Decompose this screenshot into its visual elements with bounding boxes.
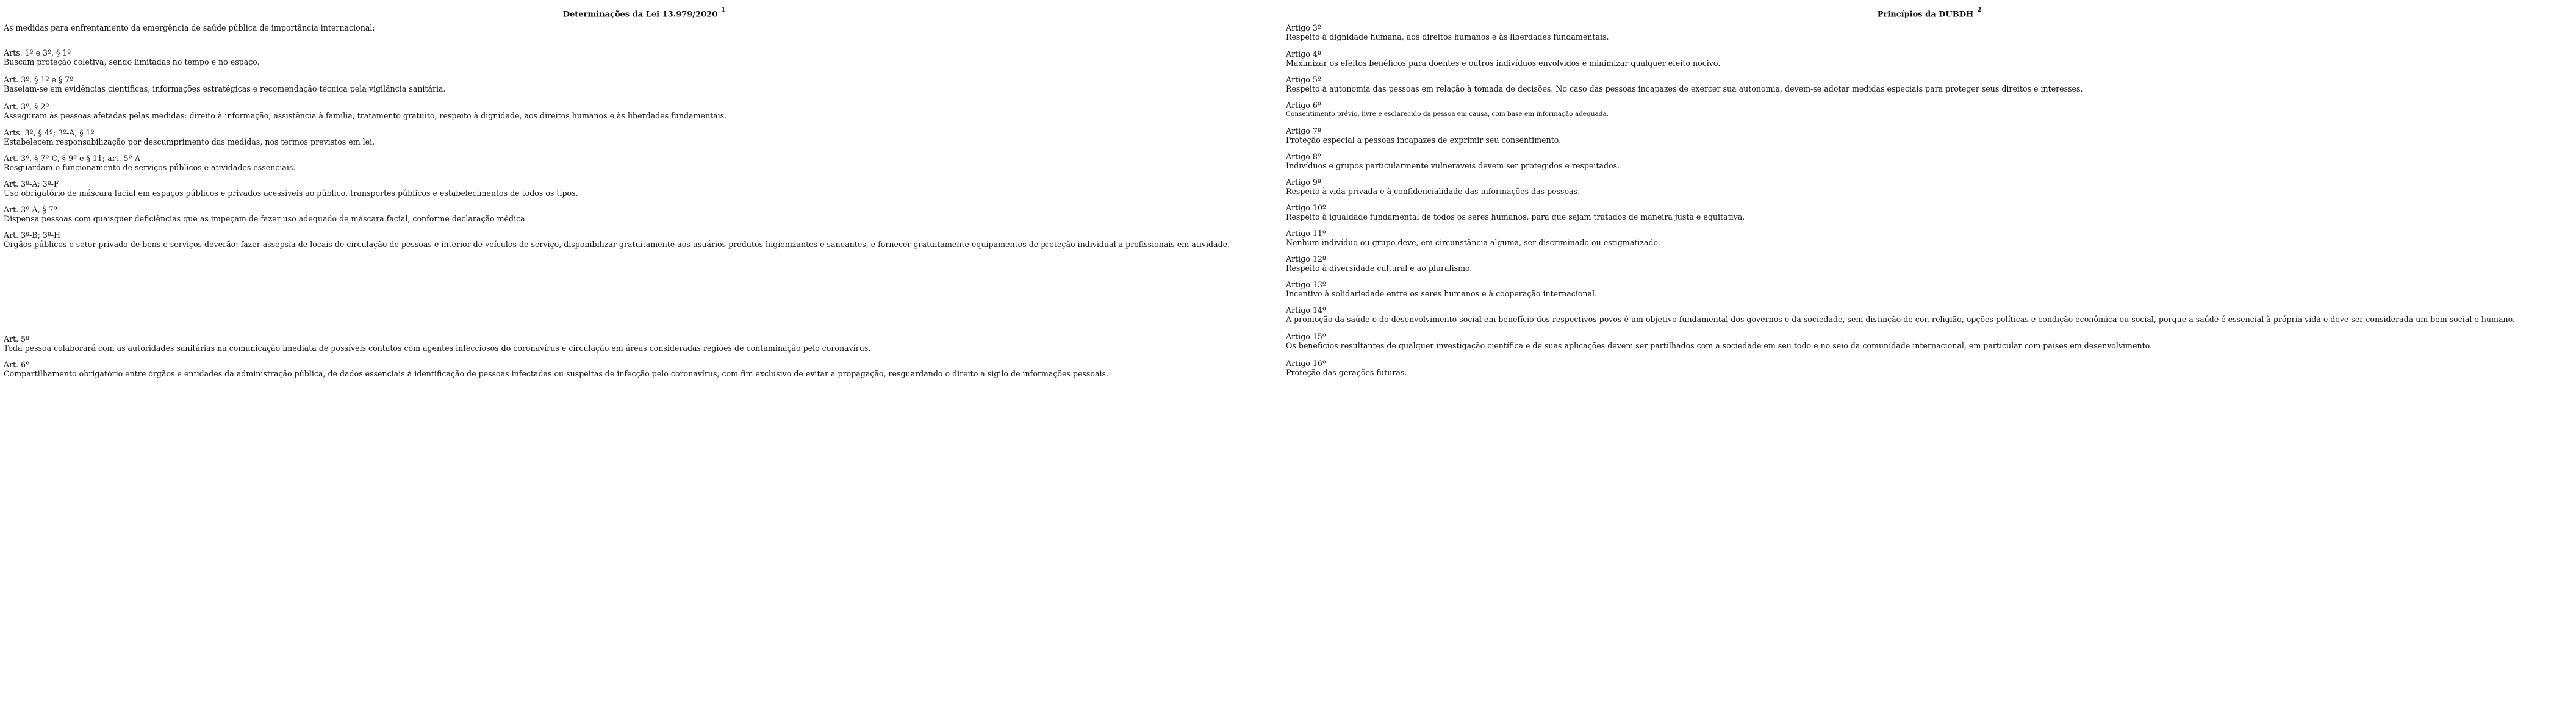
right-row: Artigo 6º Consentimento prévio, livre e esclarecido da pessoa em causa, com base em informação adequada. [1286,101,1609,118]
right-row: Artigo 4º Maximizar os efeitos benéficos para doentes e outros indivíduos envolvidos e minimizar qualquer efeito nocivo. [1286,49,1721,68]
right-row: Artigo 15º Os benefícios resultantes de qualquer investigação científica e de suas aplicações devem ser partilhados com a sociedade em seu todo e no seio da comunidade internacional, em particular com países em desenvolvimento. [1286,332,2152,350]
right-footnote-marker: 2 [1977,7,1982,13]
left-column-title: Determinações da Lei 13.979/2020 $^1$ [562,7,726,20]
left-row: Art. 3º, § 7º-C, § 9º e § 11; art. 5º-A Resguardam o funcionamento de serviços públicos e atividades essenciais. [4,154,296,172]
left-footnote-marker: 1 [721,7,726,13]
right-column [1286,6,2573,377]
left-intro: As medidas para enfrentamento da emergência de saúde pública de importância internacional: [4,23,375,32]
right-row: Artigo 9º Respeito à vida privada e à confidencialidade das informações das pessoas. [1286,178,1580,196]
left-row: Arts. 1º e 3º, § 1º Buscam proteção coletiva, sendo limitadas no tempo e no espaço. [4,48,260,66]
left-row: Art. 6º Compartilhamento obrigatório entre órgãos e entidades da administração pública, de dados essenciais à identificação de pessoas infectadas ou suspeitas de infecção pelo coronavírus, com fim exclusivo de evitar a propagação, resguardando o direito a sigilo de informações pessoais. [4,360,1108,378]
right-row: Artigo 16º Proteção das gerações futuras. [1286,359,1407,377]
left-row: Art. 3º-B; 3º-H Órgãos públicos e setor privado de bens e serviços deverão: fazer assepsia de locais de circulação de pessoas e interior de veículos de serviço, disponibilizar gratuitamente aos usuários produtos higienizantes e saneantes, e fornecer gratuitamente equipamentos de proteção individual a profissionais em atividade. [4,231,1230,249]
right-row: Artigo 12º Respeito à diversidade cultural e ao pluralismo. [1286,254,1473,273]
left-row: Art. 3º-A; 3º-F Uso obrigatório de máscara facial em espaços públicos e privados acessíveis ao público, transportes públicos e estabelecimentos de todos os tipos. [4,179,578,198]
right-row: Artigo 13º Incentivo à solidariedade entre os seres humanos e à cooperação internacional. [1286,280,1598,298]
right-row: Artigo 7º Proteção especial a pessoas incapazes de exprimir seu consentimento. [1286,126,1562,145]
left-row: Art. 5º Toda pessoa colaborará com as autoridades sanitárias na comunicação imediata de possíveis contatos com agentes infecciosos do coronavírus e circulação em áreas consideradas regiões de contaminação pelo coronavírus. [4,334,871,353]
right-row: Artigo 14º A promoção da saúde e do desenvolvimento social em benefício dos respectivos povos é um objetivo fundamental dos governos e da sociedade, sem distinção de cor, religião, opções políticas e condição econômica ou social, porque a saúde é essencial à própria vida e deve ser considerada um bem social e humano. [1286,306,2515,324]
left-column [4,6,1285,378]
left-row: Art. 3º, § 1º e § 7º Baseiam-se em evidências científicas, informações estratégicas e recomendação técnica pela vigilância sanitária. [4,75,446,93]
right-row: Artigo 3º Respeito à dignidade humana, aos direitos humanos e às liberdades fundamentais. [1286,23,1609,41]
right-row: Artigo 5º Respeito à autonomia das pessoas em relação à tomada de decisões. No caso das pessoas incapazes de exercer sua autonomia, devem-se adotar medidas especiais para proteger seus direitos e interesses. [1286,75,2083,93]
right-column-title: Princípios da DUBDH $^2$ [1877,7,1982,20]
right-row: Artigo 11º Nenhum indivíduo ou grupo deve, em circunstância alguma, ser discriminado ou estigmatizado. [1286,229,1660,247]
right-row: Artigo 10º Respeito à igualdade fundamental de todos os seres humanos, para que sejam tratados de maneira justa e equitativa. [1286,203,1745,221]
left-row: Art. 3º, § 2º Asseguram às pessoas afetadas pelas medidas: direito à informação, assistência à família, tratamento gratuito, respeito à dignidade, aos direitos humanos e às liberdades fundamentais. [4,102,727,120]
left-row: Arts. 3º, § 4º; 3º-A, § 1º Estabelecem responsabilização por descumprimento das medidas, nos termos previstos em lei. [4,128,375,146]
left-row: Art. 3º-A, § 7º Dispensa pessoas com quaisquer deficiências que as impeçam de fazer uso adequado de máscara facial, conforme declaração médica. [4,205,528,223]
right-row: Artigo 8º Indivíduos e grupos particularmente vulneráveis devem ser protegidos e respeitados. [1286,152,1620,170]
